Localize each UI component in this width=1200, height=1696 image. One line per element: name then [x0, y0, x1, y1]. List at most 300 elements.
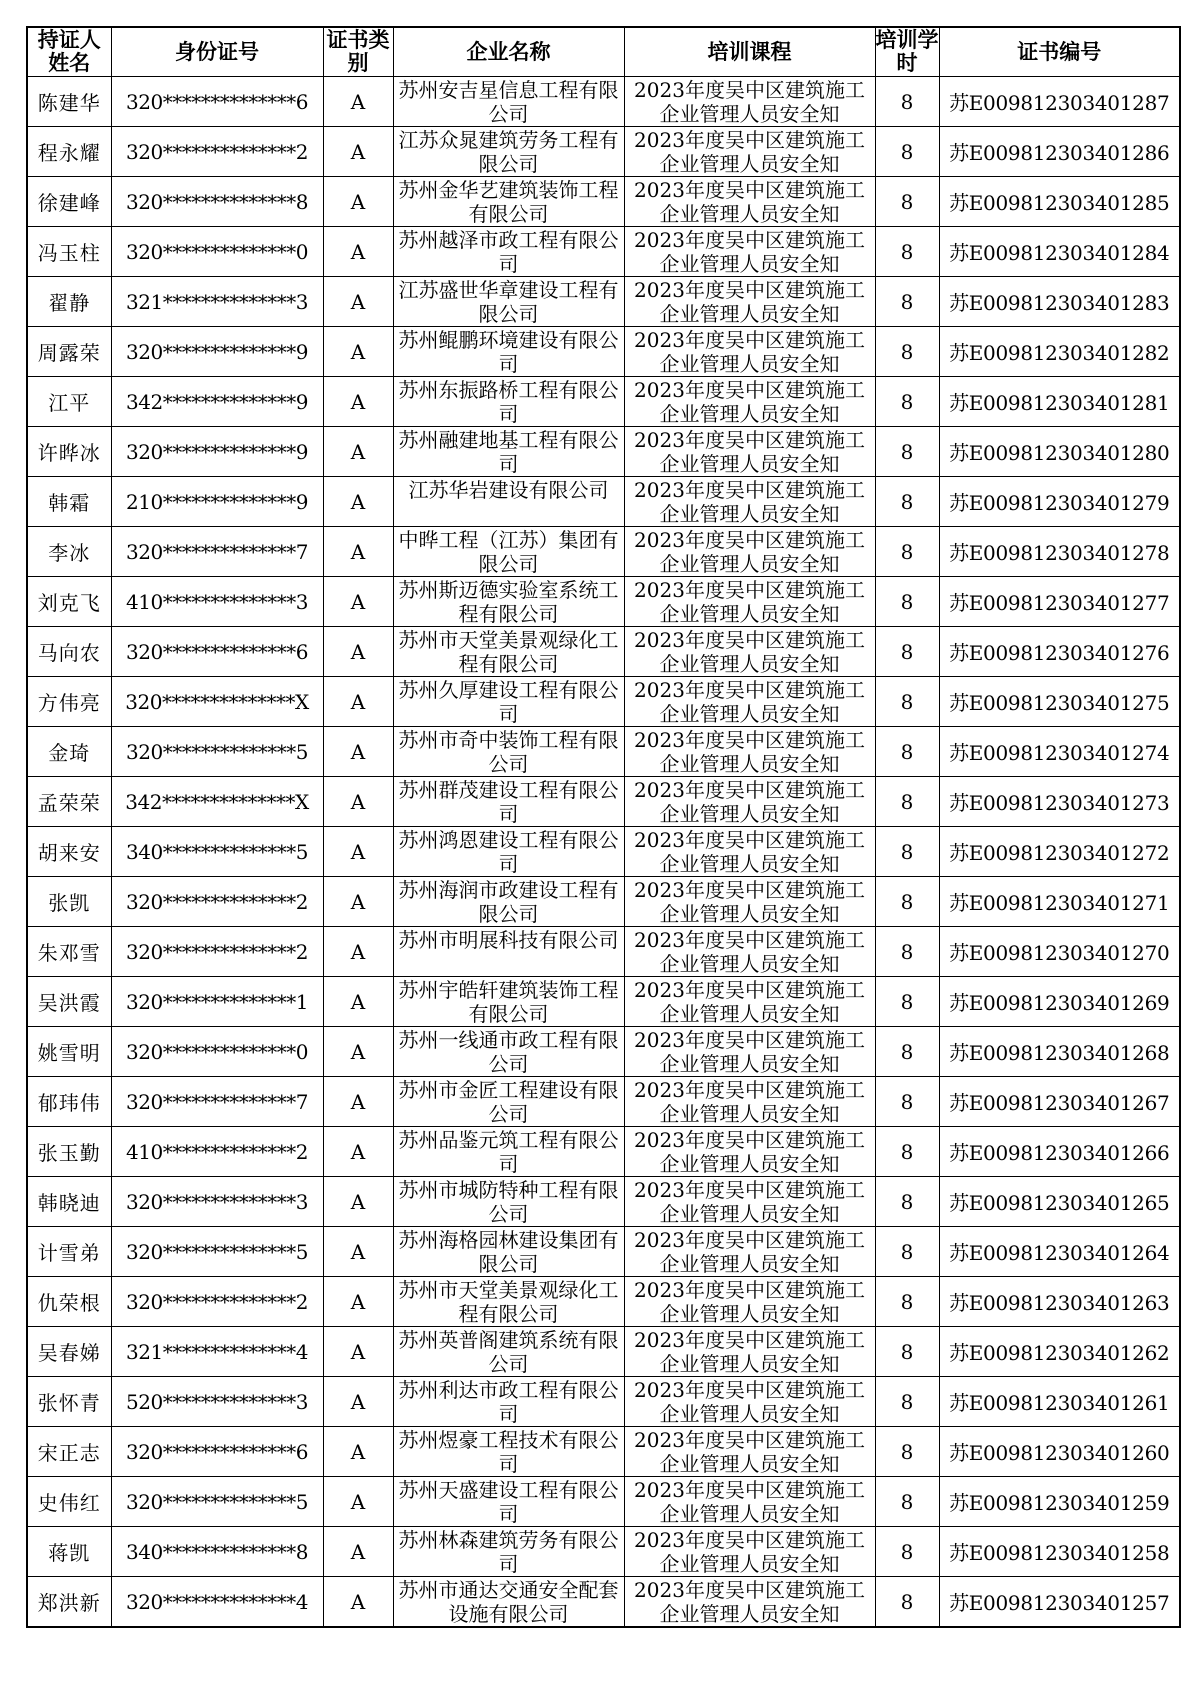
cell-course	[624, 1527, 875, 1577]
cell-course	[624, 77, 875, 127]
table-row	[27, 1277, 1180, 1327]
table-row	[27, 977, 1180, 1027]
cell-id-number: 320**************5	[111, 727, 323, 777]
cell-course	[624, 1427, 875, 1477]
cell-company	[393, 1427, 624, 1477]
cell-id-number: 340**************8	[111, 1527, 323, 1577]
cell-course-text: 2023年度吴中区建筑施工企业管理人员安全知	[634, 878, 865, 926]
cell-course-text: 2023年度吴中区建筑施工企业管理人员安全知	[634, 1478, 865, 1526]
cell-category: A	[323, 1477, 393, 1527]
cell-category: A	[323, 977, 393, 1027]
table-row	[27, 577, 1180, 627]
cell-cert-number: 苏E009812303401271	[939, 877, 1180, 927]
cell-company	[393, 977, 624, 1027]
cell-category: A	[323, 927, 393, 977]
cell-course-text: 2023年度吴中区建筑施工企业管理人员安全知	[634, 1028, 865, 1076]
table-row	[27, 177, 1180, 227]
cell-course	[624, 127, 875, 177]
cell-name: 冯玉柱	[27, 227, 111, 277]
cell-course-text: 2023年度吴中区建筑施工企业管理人员安全知	[634, 328, 865, 376]
cell-hours: 8	[875, 1277, 939, 1327]
cell-category: A	[323, 877, 393, 927]
cell-id-number: 320**************1	[111, 977, 323, 1027]
cell-company-text: 苏州群茂建设工程有限公司	[398, 778, 619, 826]
cell-company	[393, 927, 624, 977]
cell-cert-number: 苏E009812303401272	[939, 827, 1180, 877]
header-course: 培训课程	[624, 27, 875, 77]
cell-course-text: 2023年度吴中区建筑施工企业管理人员安全知	[634, 1078, 865, 1126]
cell-category: A	[323, 177, 393, 227]
cell-name: 周露荣	[27, 327, 111, 377]
cell-company-text: 苏州市城防特种工程有限公司	[398, 1178, 619, 1226]
table-row	[27, 1327, 1180, 1377]
cell-id-number: 320**************5	[111, 1477, 323, 1527]
cell-company	[393, 377, 624, 427]
cell-course-text: 2023年度吴中区建筑施工企业管理人员安全知	[634, 1578, 865, 1626]
cell-cert-number: 苏E009812303401279	[939, 477, 1180, 527]
cell-hours: 8	[875, 377, 939, 427]
cell-cert-number: 苏E009812303401282	[939, 327, 1180, 377]
table-row	[27, 627, 1180, 677]
table-row	[27, 927, 1180, 977]
cell-category: A	[323, 1427, 393, 1477]
cell-category: A	[323, 677, 393, 727]
cell-course-text: 2023年度吴中区建筑施工企业管理人员安全知	[634, 728, 865, 776]
cell-cert-number: 苏E009812303401259	[939, 1477, 1180, 1527]
cell-company	[393, 1327, 624, 1377]
cell-course-text: 2023年度吴中区建筑施工企业管理人员安全知	[634, 828, 865, 876]
cell-company	[393, 227, 624, 277]
cell-cert-number: 苏E009812303401285	[939, 177, 1180, 227]
cell-id-number: 320**************2	[111, 927, 323, 977]
cell-cert-number: 苏E009812303401265	[939, 1177, 1180, 1227]
table-row	[27, 377, 1180, 427]
header-category: 证书类别	[323, 27, 393, 77]
cell-name: 韩晓迪	[27, 1177, 111, 1227]
cell-company	[393, 877, 624, 927]
table-row	[27, 1527, 1180, 1577]
cell-course	[624, 1327, 875, 1377]
cell-company-text: 苏州利达市政工程有限公司	[398, 1378, 619, 1426]
cell-course	[624, 227, 875, 277]
cell-id-number: 340**************5	[111, 827, 323, 877]
cell-course	[624, 477, 875, 527]
cell-course-text: 2023年度吴中区建筑施工企业管理人员安全知	[634, 1528, 865, 1576]
cell-course-text: 2023年度吴中区建筑施工企业管理人员安全知	[634, 1378, 865, 1426]
cell-company	[393, 1177, 624, 1227]
cell-name: 孟荣荣	[27, 777, 111, 827]
cell-course-text: 2023年度吴中区建筑施工企业管理人员安全知	[634, 1278, 865, 1326]
table-row	[27, 827, 1180, 877]
cell-hours: 8	[875, 1377, 939, 1427]
cell-id-number: 320**************0	[111, 1027, 323, 1077]
cell-id-number: 320**************X	[111, 677, 323, 727]
cell-name: 程永耀	[27, 127, 111, 177]
cell-hours: 8	[875, 527, 939, 577]
cell-id-number: 320**************6	[111, 627, 323, 677]
cell-company	[393, 777, 624, 827]
cell-course	[624, 1577, 875, 1628]
cell-course	[624, 1477, 875, 1527]
cell-company	[393, 1377, 624, 1427]
cell-name: 仇荣根	[27, 1277, 111, 1327]
cell-company	[393, 127, 624, 177]
cell-id-number: 342**************9	[111, 377, 323, 427]
cell-category: A	[323, 227, 393, 277]
table-header-row	[27, 27, 1180, 77]
cell-cert-number: 苏E009812303401274	[939, 727, 1180, 777]
cell-company	[393, 177, 624, 227]
cell-course-text: 2023年度吴中区建筑施工企业管理人员安全知	[634, 778, 865, 826]
cell-hours: 8	[875, 477, 939, 527]
cell-company-text: 苏州天盛建设工程有限公司	[398, 1478, 619, 1526]
table-row	[27, 427, 1180, 477]
cell-cert-number: 苏E009812303401266	[939, 1127, 1180, 1177]
cell-course	[624, 827, 875, 877]
cell-id-number: 320**************7	[111, 527, 323, 577]
cell-company-text: 苏州东振路桥工程有限公司	[398, 378, 619, 426]
cell-name: 郁玮伟	[27, 1077, 111, 1127]
cell-hours: 8	[875, 927, 939, 977]
cell-course-text: 2023年度吴中区建筑施工企业管理人员安全知	[634, 1328, 865, 1376]
cell-category: A	[323, 1177, 393, 1227]
cell-course	[624, 877, 875, 927]
cell-company-text: 苏州煜豪工程技术有限公司	[398, 1428, 619, 1476]
cell-id-number: 320**************2	[111, 1277, 323, 1327]
cell-hours: 8	[875, 1427, 939, 1477]
cell-name: 刘克飞	[27, 577, 111, 627]
table-row	[27, 277, 1180, 327]
cell-company	[393, 77, 624, 127]
cell-category: A	[323, 427, 393, 477]
cell-name: 许晔冰	[27, 427, 111, 477]
cell-category: A	[323, 1277, 393, 1327]
table-row	[27, 477, 1180, 527]
cell-id-number: 320**************6	[111, 1427, 323, 1477]
table-row	[27, 677, 1180, 727]
cell-company	[393, 477, 624, 527]
cell-course-text: 2023年度吴中区建筑施工企业管理人员安全知	[634, 1178, 865, 1226]
cell-course-text: 2023年度吴中区建筑施工企业管理人员安全知	[634, 78, 865, 126]
cell-course	[624, 577, 875, 627]
cell-cert-number: 苏E009812303401275	[939, 677, 1180, 727]
cell-name: 朱邓雪	[27, 927, 111, 977]
cell-course-text: 2023年度吴中区建筑施工企业管理人员安全知	[634, 1128, 865, 1176]
cell-course	[624, 1127, 875, 1177]
table-row	[27, 1227, 1180, 1277]
cell-hours: 8	[875, 677, 939, 727]
cell-id-number: 320**************9	[111, 427, 323, 477]
cell-course-text: 2023年度吴中区建筑施工企业管理人员安全知	[634, 628, 865, 676]
cell-company-text: 江苏盛世华章建设工程有限公司	[398, 278, 619, 326]
cell-course-text: 2023年度吴中区建筑施工企业管理人员安全知	[634, 578, 865, 626]
cell-category: A	[323, 1077, 393, 1127]
cell-name: 郑洪新	[27, 1577, 111, 1628]
cell-hours: 8	[875, 727, 939, 777]
cell-hours: 8	[875, 1477, 939, 1527]
cell-cert-number: 苏E009812303401257	[939, 1577, 1180, 1628]
cell-category: A	[323, 377, 393, 427]
header-company: 企业名称	[393, 27, 624, 77]
cell-cert-number: 苏E009812303401283	[939, 277, 1180, 327]
cell-course	[624, 627, 875, 677]
cell-category: A	[323, 127, 393, 177]
cell-cert-number: 苏E009812303401278	[939, 527, 1180, 577]
cell-cert-number: 苏E009812303401258	[939, 1527, 1180, 1577]
cell-course-text: 2023年度吴中区建筑施工企业管理人员安全知	[634, 928, 865, 976]
cell-hours: 8	[875, 277, 939, 327]
cell-id-number: 520**************3	[111, 1377, 323, 1427]
cell-company-text: 苏州久厚建设工程有限公司	[398, 678, 619, 726]
cell-course-text: 2023年度吴中区建筑施工企业管理人员安全知	[634, 428, 865, 476]
cell-company-text: 苏州海格园林建设集团有限公司	[398, 1228, 619, 1276]
cell-hours: 8	[875, 177, 939, 227]
cell-name: 金琦	[27, 727, 111, 777]
cell-name: 蒋凯	[27, 1527, 111, 1577]
table-row	[27, 1177, 1180, 1227]
cell-cert-number: 苏E009812303401287	[939, 77, 1180, 127]
cell-cert-number: 苏E009812303401262	[939, 1327, 1180, 1377]
cell-id-number: 342**************X	[111, 777, 323, 827]
cell-company	[393, 427, 624, 477]
cell-id-number: 320**************8	[111, 177, 323, 227]
cell-category: A	[323, 477, 393, 527]
cell-category: A	[323, 827, 393, 877]
cell-company	[393, 1077, 624, 1127]
header-id-number: 身份证号	[111, 27, 323, 77]
cell-cert-number: 苏E009812303401261	[939, 1377, 1180, 1427]
cell-company-text: 苏州融建地基工程有限公司	[398, 428, 619, 476]
cell-company-text: 江苏众晁建筑劳务工程有限公司	[398, 128, 619, 176]
cell-id-number: 320**************2	[111, 877, 323, 927]
cell-hours: 8	[875, 427, 939, 477]
cell-id-number: 320**************5	[111, 1227, 323, 1277]
cell-course-text: 2023年度吴中区建筑施工企业管理人员安全知	[634, 228, 865, 276]
cell-course	[624, 1077, 875, 1127]
table-row	[27, 1577, 1180, 1628]
cell-cert-number: 苏E009812303401263	[939, 1277, 1180, 1327]
cell-name: 吴春娣	[27, 1327, 111, 1377]
cell-cert-number: 苏E009812303401267	[939, 1077, 1180, 1127]
cell-company	[393, 1127, 624, 1177]
cell-hours: 8	[875, 1127, 939, 1177]
cell-hours: 8	[875, 577, 939, 627]
cell-id-number: 410**************3	[111, 577, 323, 627]
cell-course	[624, 327, 875, 377]
cell-hours: 8	[875, 777, 939, 827]
cell-company-text: 江苏华岩建设有限公司	[408, 478, 609, 502]
cell-id-number: 320**************0	[111, 227, 323, 277]
cell-category: A	[323, 577, 393, 627]
cell-company-text: 苏州林森建筑劳务有限公司	[398, 1528, 619, 1576]
cell-course	[624, 1277, 875, 1327]
cell-company-text: 苏州一线通市政工程有限公司	[398, 1028, 619, 1076]
table-row	[27, 527, 1180, 577]
cell-company	[393, 277, 624, 327]
cell-company-text: 苏州市明展科技有限公司	[398, 928, 619, 952]
cell-name: 宋正志	[27, 1427, 111, 1477]
cell-course	[624, 377, 875, 427]
cell-company	[393, 1227, 624, 1277]
cell-cert-number: 苏E009812303401264	[939, 1227, 1180, 1277]
cell-cert-number: 苏E009812303401280	[939, 427, 1180, 477]
cell-cert-number: 苏E009812303401270	[939, 927, 1180, 977]
cell-id-number: 320**************9	[111, 327, 323, 377]
cell-course	[624, 1177, 875, 1227]
cell-course-text: 2023年度吴中区建筑施工企业管理人员安全知	[634, 478, 865, 526]
cell-course	[624, 527, 875, 577]
cell-company-text: 苏州斯迈德实验室系统工程有限公司	[398, 578, 619, 626]
table-row	[27, 877, 1180, 927]
cell-cert-number: 苏E009812303401281	[939, 377, 1180, 427]
cell-name: 张怀青	[27, 1377, 111, 1427]
cell-company-text: 苏州市天堂美景观绿化工程有限公司	[398, 628, 619, 676]
cell-company-text: 苏州海润市政建设工程有限公司	[398, 878, 619, 926]
cell-name: 李冰	[27, 527, 111, 577]
cell-course-text: 2023年度吴中区建筑施工企业管理人员安全知	[634, 378, 865, 426]
cell-name: 史伟红	[27, 1477, 111, 1527]
table-row	[27, 1127, 1180, 1177]
cell-company	[393, 327, 624, 377]
cell-course-text: 2023年度吴中区建筑施工企业管理人员安全知	[634, 528, 865, 576]
cell-cert-number: 苏E009812303401286	[939, 127, 1180, 177]
table-row	[27, 77, 1180, 127]
certificate-table	[26, 26, 1181, 1628]
cell-category: A	[323, 727, 393, 777]
cell-company	[393, 827, 624, 877]
cell-course-text: 2023年度吴中区建筑施工企业管理人员安全知	[634, 178, 865, 226]
cell-hours: 8	[875, 327, 939, 377]
cell-company-text: 苏州金华艺建筑装饰工程有限公司	[398, 178, 619, 226]
cell-course	[624, 977, 875, 1027]
table-row	[27, 327, 1180, 377]
cell-company	[393, 1027, 624, 1077]
cell-hours: 8	[875, 827, 939, 877]
cell-category: A	[323, 327, 393, 377]
cell-id-number: 320**************6	[111, 77, 323, 127]
cell-name: 江平	[27, 377, 111, 427]
cell-hours: 8	[875, 1227, 939, 1277]
cell-course-text: 2023年度吴中区建筑施工企业管理人员安全知	[634, 128, 865, 176]
cell-company	[393, 1577, 624, 1628]
cell-course-text: 2023年度吴中区建筑施工企业管理人员安全知	[634, 278, 865, 326]
table-row	[27, 227, 1180, 277]
header-hours: 培训学时	[875, 28, 939, 75]
cell-name: 计雪弟	[27, 1227, 111, 1277]
cell-course	[624, 177, 875, 227]
cell-company-text: 中晔工程（江苏）集团有限公司	[398, 528, 619, 576]
cell-company	[393, 1477, 624, 1527]
cell-company-text: 苏州市奇中装饰工程有限公司	[398, 728, 619, 776]
cell-id-number: 320**************2	[111, 127, 323, 177]
cell-course-text: 2023年度吴中区建筑施工企业管理人员安全知	[634, 678, 865, 726]
table-row	[27, 1077, 1180, 1127]
cell-name: 张凯	[27, 877, 111, 927]
cell-hours: 8	[875, 1577, 939, 1628]
cell-company	[393, 727, 624, 777]
cell-course	[624, 777, 875, 827]
cell-course	[624, 727, 875, 777]
table-row	[27, 727, 1180, 777]
cell-hours: 8	[875, 1327, 939, 1377]
cell-cert-number: 苏E009812303401273	[939, 777, 1180, 827]
cell-hours: 8	[875, 1527, 939, 1577]
cell-company	[393, 1527, 624, 1577]
cell-company	[393, 527, 624, 577]
cell-course	[624, 1377, 875, 1427]
cell-id-number: 321**************4	[111, 1327, 323, 1377]
cell-company-text: 苏州品鉴元筑工程有限公司	[398, 1128, 619, 1176]
cell-company	[393, 627, 624, 677]
cell-company-text: 苏州安吉星信息工程有限公司	[398, 78, 619, 126]
cell-course-text: 2023年度吴中区建筑施工企业管理人员安全知	[634, 978, 865, 1026]
cell-company-text: 苏州鸿恩建设工程有限公司	[398, 828, 619, 876]
cell-course	[624, 927, 875, 977]
cell-company-text: 苏州市通达交通安全配套设施有限公司	[398, 1578, 619, 1626]
cell-name: 胡来安	[27, 827, 111, 877]
header-cert-number: 证书编号	[939, 27, 1180, 77]
cell-cert-number: 苏E009812303401284	[939, 227, 1180, 277]
cell-hours: 8	[875, 1177, 939, 1227]
cell-company	[393, 1277, 624, 1327]
certificate-list-sheet	[26, 26, 1179, 1628]
cell-course-text: 2023年度吴中区建筑施工企业管理人员安全知	[634, 1428, 865, 1476]
cell-company-text: 苏州宇皓轩建筑装饰工程有限公司	[398, 978, 619, 1026]
table-body	[27, 77, 1180, 1628]
cell-course	[624, 677, 875, 727]
table-row	[27, 777, 1180, 827]
cell-category: A	[323, 77, 393, 127]
cell-name: 翟静	[27, 277, 111, 327]
cell-name: 陈建华	[27, 77, 111, 127]
cell-course	[624, 1227, 875, 1277]
cell-name: 马向农	[27, 627, 111, 677]
cell-cert-number: 苏E009812303401277	[939, 577, 1180, 627]
cell-name: 徐建峰	[27, 177, 111, 227]
cell-course	[624, 1027, 875, 1077]
cell-cert-number: 苏E009812303401260	[939, 1427, 1180, 1477]
table-row	[27, 1477, 1180, 1527]
cell-category: A	[323, 1327, 393, 1377]
cell-company-text: 苏州越泽市政工程有限公司	[398, 228, 619, 276]
cell-name: 韩霜	[27, 477, 111, 527]
cell-hours: 8	[875, 627, 939, 677]
cell-hours: 8	[875, 227, 939, 277]
cell-hours: 8	[875, 977, 939, 1027]
cell-id-number: 321**************3	[111, 277, 323, 327]
cell-category: A	[323, 1377, 393, 1427]
table-row	[27, 1427, 1180, 1477]
cell-hours: 8	[875, 1077, 939, 1127]
cell-course	[624, 277, 875, 327]
header-name: 持证人姓名	[27, 27, 111, 77]
table-row	[27, 127, 1180, 177]
table-row	[27, 1377, 1180, 1427]
cell-id-number: 410**************2	[111, 1127, 323, 1177]
cell-category: A	[323, 527, 393, 577]
cell-category: A	[323, 277, 393, 327]
cell-company	[393, 577, 624, 627]
cell-hours: 8	[875, 127, 939, 177]
cell-hours: 8	[875, 77, 939, 127]
cell-name: 姚雪明	[27, 1027, 111, 1077]
cell-category: A	[323, 627, 393, 677]
cell-category: A	[323, 1577, 393, 1628]
cell-name: 吴洪霞	[27, 977, 111, 1027]
cell-company-text: 苏州市天堂美景观绿化工程有限公司	[398, 1278, 619, 1326]
cell-name: 张玉勤	[27, 1127, 111, 1177]
cell-company	[393, 677, 624, 727]
